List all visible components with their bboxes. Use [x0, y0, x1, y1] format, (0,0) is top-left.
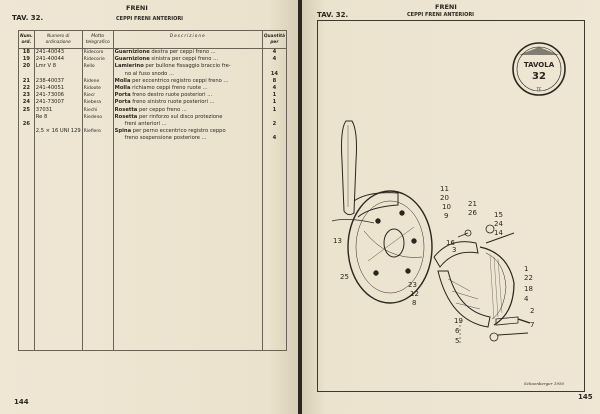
- col-num: Num. ord.: [19, 31, 35, 49]
- page-number: 145: [578, 393, 593, 401]
- code-column: [34, 49, 82, 351]
- order-code: Re 8: [35, 113, 48, 120]
- callout: 26: [468, 209, 477, 217]
- quantity: 4: [272, 85, 277, 92]
- part-description: Porta freno sinistro ruote posteriori ...: [114, 99, 215, 106]
- callout: 12: [410, 290, 419, 298]
- part-name: Rosetta: [114, 106, 138, 113]
- stamp-mark: TF: [536, 87, 542, 92]
- callout: 9: [444, 212, 449, 220]
- exploded-drawing: [318, 21, 584, 391]
- part-description: Molla per eccentrico registro ceppi freno ...: [114, 77, 229, 84]
- part-description: freni anteriori ...: [124, 121, 167, 128]
- quantity: 14: [270, 70, 279, 77]
- row-number: 22: [22, 85, 30, 92]
- row-number: 24: [22, 99, 30, 106]
- callout: 10: [442, 203, 451, 211]
- qty-column: [262, 49, 286, 351]
- part-description: Porta freno destro ruote posteriori ...: [114, 92, 213, 99]
- quantity: 8: [272, 77, 277, 84]
- brake-shoes: [434, 242, 514, 327]
- telegraphic-code: Ridoote: [83, 86, 101, 92]
- quantity: 4: [272, 135, 277, 142]
- stamp-label: TAVOLA: [523, 61, 555, 69]
- row-number: 25: [22, 106, 30, 113]
- right-page: [302, 0, 600, 414]
- row-number: 21: [22, 77, 30, 84]
- parts-table: [18, 30, 287, 351]
- order-code: 241-73006: [35, 92, 65, 99]
- stamp-number: 32: [532, 71, 546, 82]
- callout: 4: [524, 295, 529, 303]
- telegraphic-code: Riebera: [83, 100, 102, 106]
- part-description: freno sospensione posteriore ...: [124, 135, 207, 142]
- part-description: Lamierino per bullone fissaggio braccio fre-: [114, 63, 231, 70]
- num-column: [19, 49, 35, 351]
- col-qty: Quantità per: [262, 31, 286, 49]
- quantity: 1: [272, 106, 277, 113]
- callout: 22: [524, 274, 533, 282]
- callout-labels: [333, 185, 534, 345]
- figure-frame: [317, 20, 585, 392]
- telegraphic-code: Ridene: [83, 78, 100, 84]
- row-number: 23: [22, 92, 30, 99]
- telegraphic-code: Riecr: [83, 93, 96, 99]
- callout: 24: [494, 220, 503, 228]
- part-description: Spina per perno eccentrico registro ceppo: [114, 128, 226, 135]
- motto-column: [82, 49, 113, 351]
- part-name: Lamierino: [114, 63, 144, 70]
- page-number: 144: [14, 398, 29, 406]
- part-name: Molla: [114, 77, 131, 84]
- row-number: 19: [22, 56, 30, 63]
- callout: 25: [340, 273, 349, 281]
- part-description: Guarnizione sinistra per ceppi freno ...: [114, 56, 219, 63]
- telegraphic-code: Riedeno: [83, 114, 103, 120]
- part-description: Molla richiamo ceppi freno ruote ...: [114, 85, 208, 92]
- order-code: 241-40044: [35, 56, 65, 63]
- callout: 13: [333, 237, 342, 245]
- callout: 14: [494, 229, 503, 237]
- row-number: 18: [22, 49, 30, 55]
- section-title: FRENI: [435, 3, 457, 11]
- callout: 15: [494, 211, 503, 219]
- part-name: Guarnizione: [114, 56, 150, 63]
- table-ref: TAV. 32.: [317, 11, 349, 19]
- part-description: Guarnizione destra per ceppi freno ...: [114, 49, 216, 55]
- section-title: FRENI: [126, 4, 148, 12]
- part-description: Rosetta per ceppo freno ...: [114, 106, 187, 113]
- telegraphic-code: Riechi: [83, 107, 98, 113]
- callout: 19: [454, 317, 463, 325]
- part-description: Rosetta per rinforzo sul disco protezione: [114, 113, 223, 120]
- telegraphic-code: Ridecorie: [83, 57, 105, 63]
- tavola-stamp: [513, 43, 565, 95]
- order-code: 241-40043: [35, 49, 65, 55]
- quantity: 4: [272, 49, 277, 55]
- callout: 18: [524, 285, 533, 293]
- callout: 5: [455, 337, 460, 345]
- part-name: Porta: [114, 92, 131, 99]
- callout: 1: [524, 265, 529, 273]
- subtitle: CEPPI FRENI ANTERIORI: [116, 16, 184, 22]
- col-code: Numero di ordinazione: [34, 31, 82, 49]
- callout: 20: [440, 194, 449, 202]
- part-name: Spina: [114, 128, 132, 135]
- callout: 16: [446, 239, 455, 247]
- part-name: Guarnizione: [114, 49, 150, 55]
- row-number: 20: [22, 63, 30, 70]
- quantity: 1: [272, 99, 277, 106]
- description-column: [113, 49, 262, 351]
- part-name: Porta: [114, 99, 131, 106]
- quantity: 1: [272, 92, 277, 99]
- part-name: Molla: [114, 85, 131, 92]
- callout: 21: [468, 200, 477, 208]
- brake-hardware: [458, 225, 530, 343]
- order-code: 241-73007: [35, 99, 65, 106]
- col-description: Descrizione: [113, 31, 262, 49]
- order-code: Lmr V 8: [35, 63, 56, 70]
- order-code: 2,5 × 16 UNI 129: [35, 128, 81, 135]
- callout: 6: [455, 327, 460, 335]
- order-code: 37031: [35, 106, 53, 113]
- backing-plate: [348, 191, 432, 303]
- part-name: Rosetta: [114, 113, 138, 120]
- callout: 11: [440, 185, 449, 193]
- callout: 3: [452, 246, 457, 254]
- telegraphic-code: Riefiero: [83, 129, 101, 135]
- subtitle: CEPPI FRENI ANTERIORI: [407, 12, 475, 18]
- table-ref: TAV. 32.: [12, 14, 44, 22]
- callout: 8: [412, 299, 417, 307]
- artist-signature: Schoenberger 1950: [524, 381, 565, 386]
- callout: 23: [408, 281, 417, 289]
- telegraphic-code: Ridecoro: [83, 50, 104, 55]
- quantity: 4: [272, 56, 277, 63]
- suspension-housing: [332, 121, 398, 223]
- row-number: 26: [22, 121, 30, 128]
- callout: 2: [530, 307, 535, 315]
- quantity: 2: [272, 121, 277, 128]
- part-description: no al fuso snodo ...: [124, 70, 174, 77]
- left-page: [0, 0, 298, 414]
- telegraphic-code: Rello: [83, 64, 95, 70]
- col-motto: Motto telegrafico: [82, 31, 113, 49]
- order-code: 238-40037: [35, 77, 65, 84]
- order-code: 241-40051: [35, 85, 65, 92]
- callout: 7: [530, 321, 535, 329]
